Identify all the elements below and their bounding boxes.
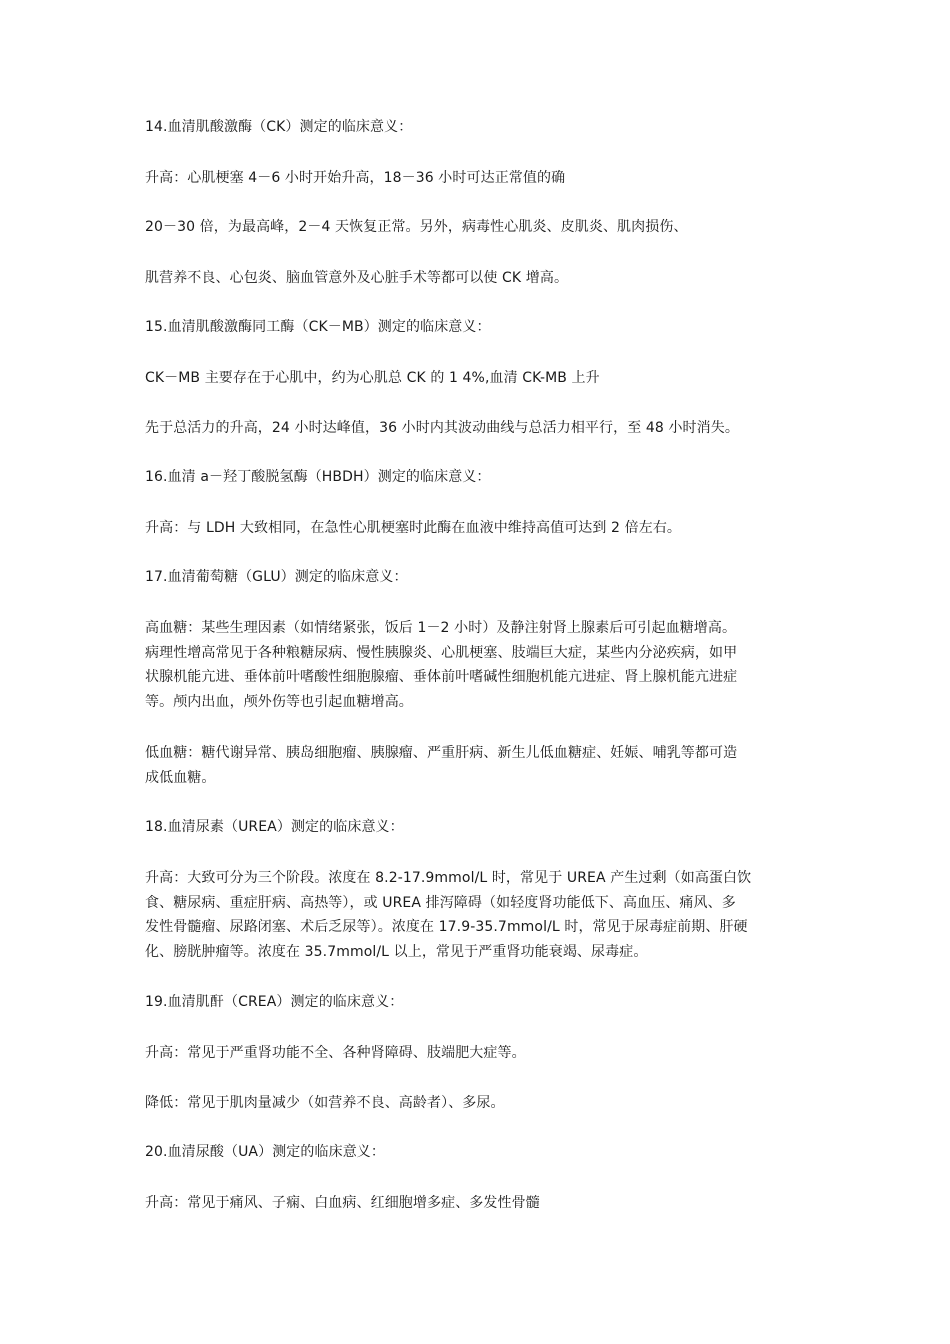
text-urea-line-2: 食、糖尿病、重症肝病、高热等），或 UREA 排泻障碍（如轻度肾功能低下、高血压、痛风、多 — [145, 894, 736, 911]
text-crea-low: 降低：常见于肌肉量减少（如营养不良、高龄者）、多尿。 — [145, 1095, 505, 1111]
heading-ck-mb: 15.血清肌酸激酶同工酶（CK－MB）测定的临床意义： — [145, 319, 491, 335]
text-glu-high-line-3: 状腺机能亢进、垂体前叶嗜酸性细胞腺瘤、垂体前叶嗜碱性细胞机能亢进症、肾上腺机能亢进症 — [145, 669, 738, 685]
text-ck-line-2: 20－30 倍，为最高峰，2－4 天恢复正常。另外，病毒性心肌炎、皮肌炎、肌肉损伤、 — [145, 219, 688, 235]
text-glu-low-line-2: 成低血糖。 — [145, 769, 216, 786]
heading-urea: 18.血清尿素（UREA）测定的临床意义： — [145, 819, 404, 835]
text-ck-mb-line-2: 先于总活力的升高，24 小时达峰值，36 小时内其波动曲线与总活力相平行，至 48 小时消失。 — [145, 420, 739, 436]
text-glu-high-line-1: 高血糖：某些生理因素（如情绪紧张，饭后 1－2 小时）及静注射肾上腺素后可引起血糖增高。 — [145, 620, 737, 636]
heading-crea: 19.血清肌酐（CREA）测定的临床意义： — [145, 994, 404, 1010]
text-urea-line-1: 升高：大致可分为三个阶段。浓度在 8.2-17.9mmol/L 时，常见于 UREA 产生过剩（如高蛋白饮 — [145, 870, 752, 886]
heading-ck: 14.血清肌酸激酶（CK）测定的临床意义： — [145, 119, 413, 135]
text-glu-high-line-2: 病理性增高常见于各种粮糖尿病、慢性胰腺炎、心肌梗塞、肢端巨大症，某些内分泌疾病，如甲 — [145, 644, 738, 661]
text-urea-line-3: 发性骨髓瘤、尿路闭塞、术后乏尿等）。浓度在 17.9-35.7mmol/L 时，常见于尿毒症前期、肝硬 — [145, 919, 748, 935]
text-ck-line-1: 升高：心肌梗塞 4－6 小时开始升高，18－36 小时可达正常值的确 — [145, 170, 566, 186]
text-ck-mb-line-1: CK－MB 主要存在于心肌中，约为心肌总 CK 的 1 4%,血清 CK-MB 上升 — [145, 370, 600, 386]
text-urea-line-4: 化、膀胱肿瘤等。浓度在 35.7mmol/L 以上，常见于严重肾功能衰竭、尿毒症。 — [145, 943, 648, 960]
paragraph-glu-high — [145, 616, 810, 714]
heading-glu: 17.血清葡萄糖（GLU）测定的临床意义： — [145, 569, 408, 585]
paragraph-urea — [145, 866, 810, 964]
heading-ua: 20.血清尿酸（UA）测定的临床意义： — [145, 1144, 385, 1160]
text-ua-high: 升高：常见于痛风、子痫、白血病、红细胞增多症、多发性骨髓 — [145, 1195, 540, 1211]
paragraph-glu-low — [145, 741, 810, 790]
text-crea-high: 升高：常见于严重肾功能不全、各种肾障碍、肢端肥大症等。 — [145, 1045, 526, 1061]
heading-hbdh: 16.血清 a－羟丁酸脱氢酶（HBDH）测定的临床意义： — [145, 469, 491, 485]
text-glu-high-line-4: 等。颅内出血，颅外伤等也引起血糖增高。 — [145, 693, 413, 710]
text-ck-line-3: 肌营养不良、心包炎、脑血管意外及心脏手术等都可以使 CK 增高。 — [145, 270, 569, 286]
text-hbdh: 升高：与 LDH 大致相同，在急性心肌梗塞时此酶在血液中维持高值可达到 2 倍左右。 — [145, 520, 682, 536]
text-glu-low-line-1: 低血糖：糖代谢异常、胰岛细胞瘤、胰腺瘤、严重肝病、新生儿低血糖症、妊娠、哺乳等都可造 — [145, 745, 738, 761]
